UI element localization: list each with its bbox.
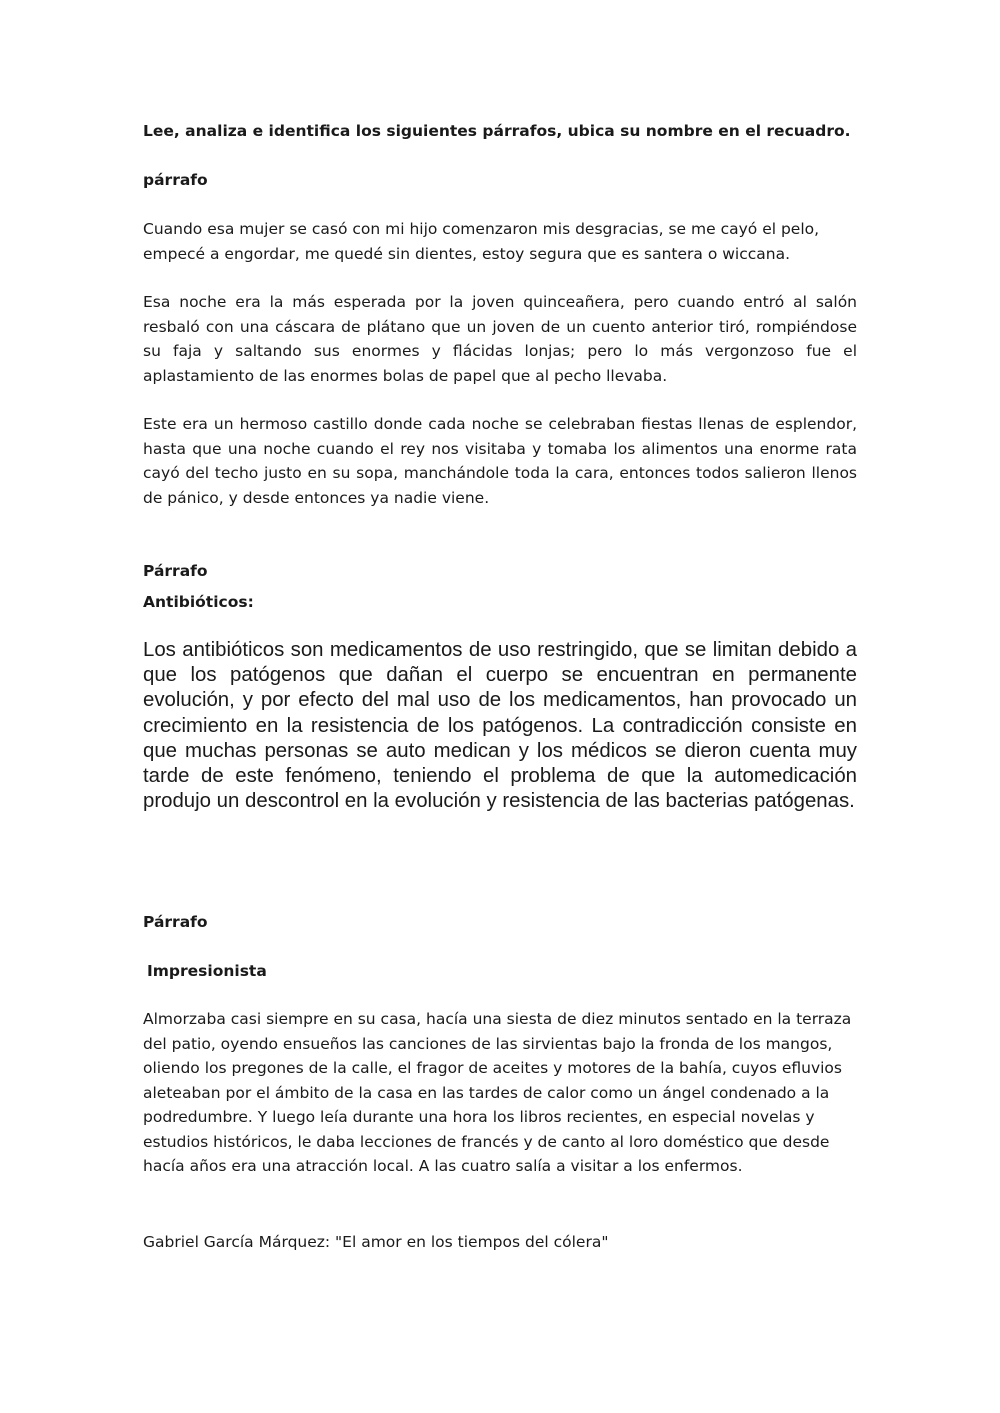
section1-label: párrafo <box>143 171 208 189</box>
instruction-heading: Lee, analiza e identifica los siguientes párrafos, ubica su nombre en el recuadro. <box>143 122 851 140</box>
paragraph-2: Esa noche era la más esperada por la joven quinceañera, pero cuando entró al salón resbaló con una cáscara de plátano que un joven de un cuento anterior tiró, rompiéndose su faja y saltando sus enormes y flácidas lonjas; pero lo más vergonzoso fue el aplastamiento de las enormes bolas de papel que al pecho llevaba. <box>143 293 857 385</box>
paragraph-1: Cuando esa mujer se casó con mi hijo comenzaron mis desgracias, se me cayó el pelo, empecé a engordar, me quedé sin dientes, estoy segura que es santera o wiccana. <box>143 220 820 263</box>
section2-title: Antibióticos: <box>143 593 254 611</box>
section2-label: Párrafo <box>143 562 208 580</box>
impresionista-paragraph: Almorzaba casi siempre en su casa, hacía una siesta de diez minutos sentado en la terraza del patio, oyendo ensueños las canciones de las sirvientas bajo la fronda de los mangos, oliendo los pregones de la calle, el fragor de aceites y motores de la bahía, cuyos efluvios aleteaban por el ámbito de la casa en las tardes de calor como un ángel condenado a la podredumbre. Y luego leía durante una hora los libros recientes, en especial novelas y estudios históricos, le daba lecciones de francés y de canto al loro doméstico que desde hacía años era una atracción local. A las cuatro salía a visitar a los enfermos. <box>143 1010 852 1175</box>
section3-title: Impresionista <box>147 962 267 980</box>
antibioticos-paragraph: Los antibióticos son medicamentos de uso restringido, que se limitan debido a que los patógenos que dañan el cuerpo se encuentran en permanente evolución, y por efecto del mal uso de los medicamentos, han provocado un crecimiento en la resistencia de los patógenos. La contradicción consiste en que muchas personas se auto medican y los médicos se dieron cuenta muy tarde de este fenómeno, teniendo el problema de que la automedicación produjo un descontrol en la evolución y resistencia de las bacterias patógenas. <box>143 639 857 813</box>
citation: Gabriel García Márquez: "El amor en los tiempos del cólera" <box>143 1233 609 1251</box>
section3-label: Párrafo <box>143 913 208 931</box>
paragraph-3: Este era un hermoso castillo donde cada noche se celebraban fiestas llenas de esplendor, hasta que una noche cuando el rey nos visitaba y tomaba los alimentos una enorme rata cayó del techo justo en su sopa, manchándole toda la cara, entonces todos salieron llenos de pánico, y desde entonces ya nadie viene. <box>143 415 857 507</box>
